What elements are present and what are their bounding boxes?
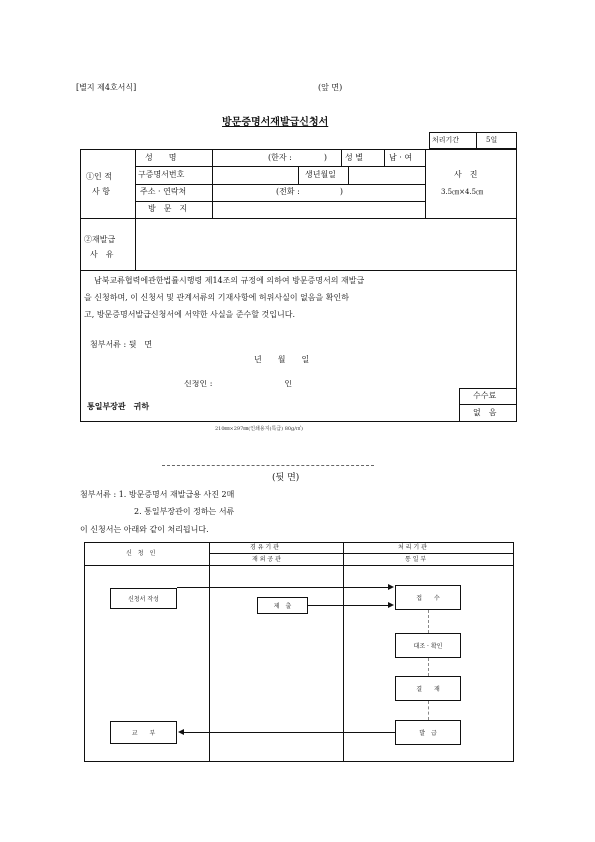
form-number: [별지 제4호서식] — [76, 83, 137, 92]
arrow-submit-to-receive — [308, 605, 388, 606]
col-via: 경 유 기 관 — [250, 544, 279, 551]
processing-period-value: 5일 — [486, 136, 498, 144]
sex-label: 성 별 — [345, 153, 363, 162]
applicant-line-text: 신청인 : 인 — [184, 380, 293, 387]
old-cert-label: 구증명서번호 — [138, 170, 185, 179]
statement-line-3: 고, 방문증명서발급신청서에 서약한 사실을 준수할 것입니다. — [84, 310, 295, 319]
col-processor: 처 리 기 관 — [398, 544, 427, 551]
attachments-front: 첨부서류 : 뒷 면 — [90, 340, 153, 349]
step-submit: 제 출 — [257, 597, 308, 614]
photo-label: 사 진 — [454, 170, 478, 179]
hanja-label: (한자 : ) — [268, 153, 327, 162]
applicant-line — [180, 380, 360, 387]
section1-label: 사 항 — [92, 187, 110, 196]
arrow-issue-to-deliver — [184, 732, 395, 733]
arrow-write-to-receive — [177, 587, 388, 588]
sex-value[interactable]: 남 · 여 — [389, 153, 413, 162]
step-write-application: 신청서 작성 — [110, 588, 177, 609]
step-review: 대조 · 확인 — [395, 633, 461, 658]
visit-place-label: 방 문 지 — [148, 204, 188, 213]
phone-label: (전화 : ) — [276, 187, 343, 196]
name-label: 성 명 — [145, 153, 177, 162]
process-intro: 이 신청서는 아래와 같이 처리됩니다. — [80, 525, 209, 534]
col-via-sub: 재 외 공 관 — [252, 556, 281, 563]
form-title: 방문증명서재발급신청서 — [222, 117, 329, 128]
col-applicant: 신 청 인 — [126, 550, 156, 557]
addressee: 통일부장관 귀하 — [87, 401, 150, 411]
section1-number: ①인 적 — [86, 172, 112, 181]
page-divider — [162, 465, 374, 466]
birth-label: 생년월일 — [305, 170, 336, 179]
application-date: 년 월 일 — [254, 355, 310, 364]
step-issue: 발 급 — [395, 720, 461, 745]
paper-spec: 210㎜×297㎜(인쇄용지(특급) 80g/㎡) — [215, 426, 303, 432]
side-label-front: (앞 면) — [318, 83, 343, 92]
attachment-line-1: 첨부서류 : 1. 방문증명서 재발급용 사진 2매 — [80, 490, 235, 499]
processing-period-label: 처리기간 — [432, 136, 460, 144]
col-processor-sub: 통 일 부 — [405, 556, 427, 563]
step-receive: 접 수 — [395, 585, 461, 610]
address-label: 주소 · 연락처 — [140, 187, 187, 196]
section2-number: ②재발급 — [84, 235, 116, 244]
statement-line-2: 을 신청하며, 이 신청서 및 관계서류의 기재사항에 허위사실이 없음을 확인하 — [84, 293, 349, 302]
step-approve: 결 재 — [395, 676, 461, 701]
photo-size: 3.5㎝×4.5㎝ — [441, 188, 484, 196]
attachment-line-2: 2. 통일부장관이 정하는 서류 — [134, 507, 235, 516]
fee-value: 없 음 — [473, 408, 497, 417]
side-label-back: (뒷 면) — [272, 473, 300, 483]
fee-label: 수수료 — [473, 391, 497, 400]
section2-label: 사 유 — [90, 250, 114, 259]
statement-line-1: 남북교류협력에관한법률시행령 제14조의 규정에 의하여 방문증명서의 재발급 — [94, 276, 365, 285]
step-deliver: 교 부 — [110, 721, 177, 744]
